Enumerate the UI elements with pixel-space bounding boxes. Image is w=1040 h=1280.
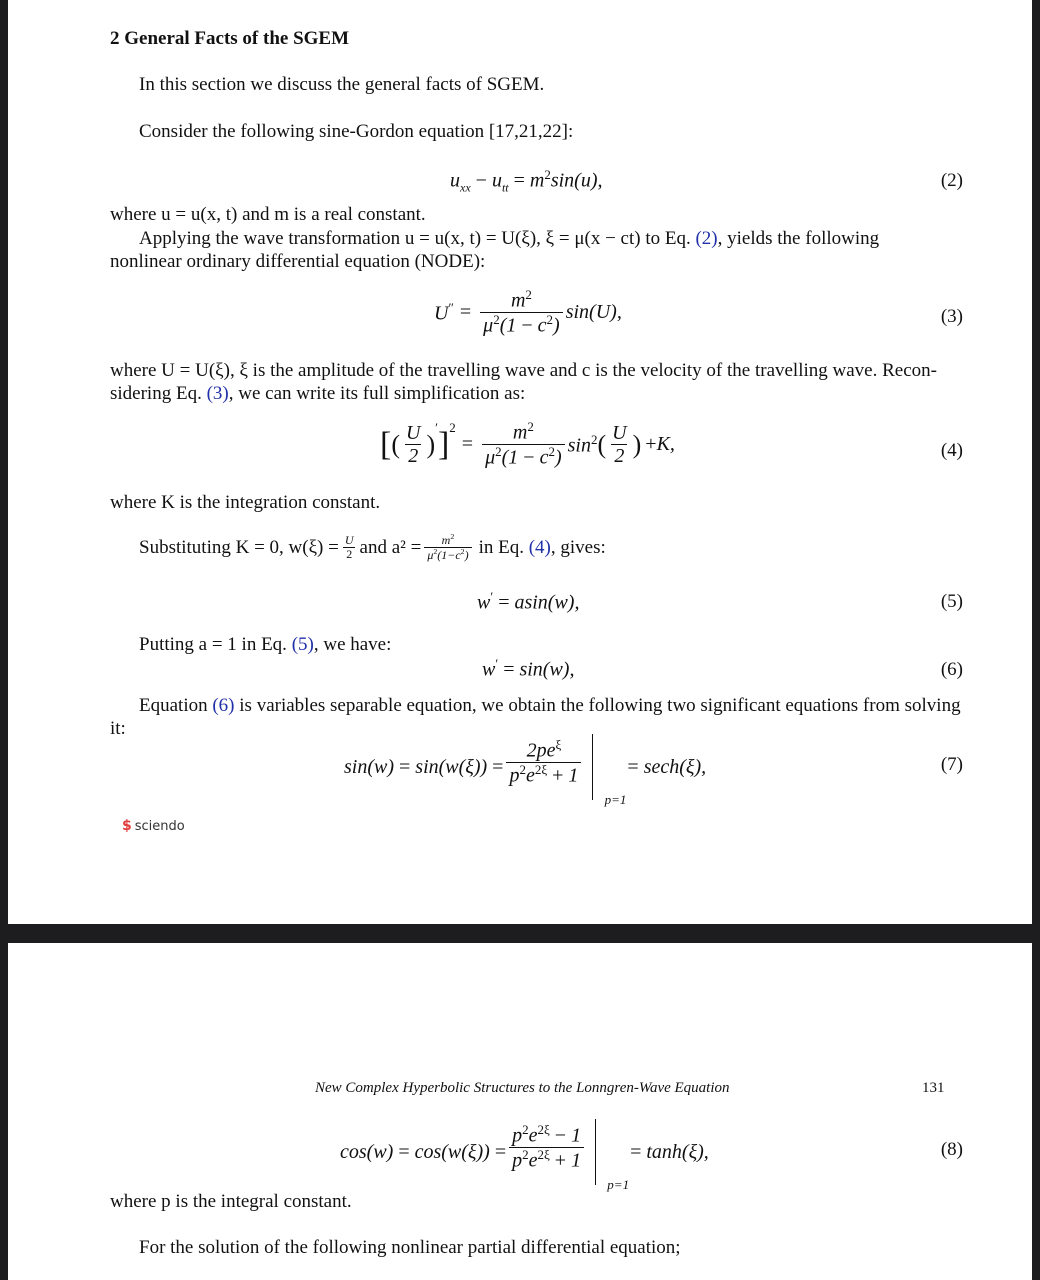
sciendo-logo — [122, 818, 185, 834]
running-header: New Complex Hyperbolic Structures to the Lonngren-Wave Equation — [315, 1080, 730, 1096]
equation-6: w′ = sin(w), — [482, 656, 575, 681]
consider-paragraph: Consider the following sine-Gordon equation [17,21,22]: — [139, 121, 574, 142]
substituting-paragraph: Substituting K = 0, w(ξ) = $\frac{U}{2}$ and a² = $\frac{m^2}{\mu^2(1-c^2)}$ in Eq. (4) , gives: — [139, 532, 606, 563]
eq-6-link[interactable]: (6) — [212, 695, 235, 716]
eq-2-link[interactable]: (2) — [695, 228, 718, 249]
where-U-paragraph-line2 — [110, 382, 525, 405]
equation-2: $u_{xx} - u_{tt} = m^2\sin(u)$, — [450, 167, 603, 195]
intro-paragraph: In this section we discuss the general facts of SGEM. — [139, 74, 545, 95]
final-paragraph: For the solution of the following nonlinear partial differential equation; — [139, 1237, 681, 1258]
substituting-suffix: , gives: — [550, 537, 606, 559]
putting-suffix: , we have: — [313, 634, 392, 655]
where-u-paragraph: where u = u(x, t) and m is a real constant. — [110, 204, 426, 225]
equation-3: U″ = $\frac{m^2}{\mu^2(1 - c^2)}$ sin(U), — [434, 287, 622, 337]
putting-paragraph — [139, 633, 391, 656]
equation-4: [ ( $\frac{U}{2}$ ) ′ ] $^2$ = $\frac{m^2}{\mu^2(1 - c^2)}$ $\sin^2$ ( $\frac{U}{2}$ ) + K, — [380, 419, 675, 469]
substituting-eq-text: in Eq. — [478, 537, 524, 559]
page-top — [8, 0, 1032, 924]
equation-5: w′ = asin(w), — [477, 589, 580, 614]
substituting-mid: and a² = — [359, 537, 422, 559]
where-K-paragraph: where K is the integration constant. — [110, 492, 381, 513]
sciendo-logo-icon: $ — [122, 818, 132, 834]
equation6-paragraph — [139, 694, 961, 717]
equation-number-4: (4) — [940, 440, 963, 461]
putting-text: Putting a = 1 in Eq. — [139, 634, 287, 655]
equation6-text: Equation — [139, 695, 208, 716]
section-heading: 2 General Facts of the SGEM — [110, 28, 350, 49]
where-p-paragraph: where p is the integral constant. — [110, 1191, 352, 1212]
page-number: 131 — [922, 1080, 945, 1096]
equation-number-6: (6) — [940, 659, 963, 680]
eq-3-link[interactable]: (3) — [206, 383, 229, 404]
applying-text: Applying the wave transformation u = u(x, t) = U(ξ), ξ = μ(x − ct) to Eq. — [139, 228, 691, 249]
equation-number-8: (8) — [940, 1139, 963, 1160]
equation-8: cos(w) = cos(w(ξ)) = $\frac{p^2e^{2\xi} - 1}{p^2e^{2\xi} + 1}$ p=1 = tanh(ξ), — [340, 1119, 709, 1185]
page-bottom — [8, 943, 1032, 1280]
equation6-paragraph-line2: it: — [110, 718, 126, 739]
equation6-suffix: is variables separable equation, we obtain the following two significant equations from solving — [239, 695, 961, 716]
equation-number-5: (5) — [940, 591, 963, 612]
where-U-text: sidering Eq. — [110, 383, 202, 404]
equation-number-7: (7) — [940, 754, 963, 775]
applying-paragraph — [139, 227, 879, 250]
equation-number-3: (3) — [940, 306, 963, 327]
equation-number-2: (2) — [940, 170, 963, 191]
sciendo-logo-text: sciendo — [134, 818, 185, 834]
eq-4-link[interactable]: (4) — [528, 537, 551, 559]
substituting-text: Substituting K = 0, w(ξ) = — [139, 537, 339, 559]
applying-paragraph-line2: nonlinear ordinary differential equation (NODE): — [110, 251, 486, 272]
where-U-paragraph: where U = U(ξ), ξ is the amplitude of the travelling wave and c is the velocity of the travelling wave. Recon- — [110, 360, 937, 381]
eq-5-link[interactable]: (5) — [291, 634, 314, 655]
applying-suffix: , yields the following — [717, 228, 880, 249]
where-U-suffix: , we can write its full simplification as: — [228, 383, 526, 404]
equation-7: sin(w) = sin(w(ξ)) = $\frac{2pe^\xi}{p^2e^{2\xi} + 1}$ p=1 = sech(ξ), — [344, 734, 706, 800]
